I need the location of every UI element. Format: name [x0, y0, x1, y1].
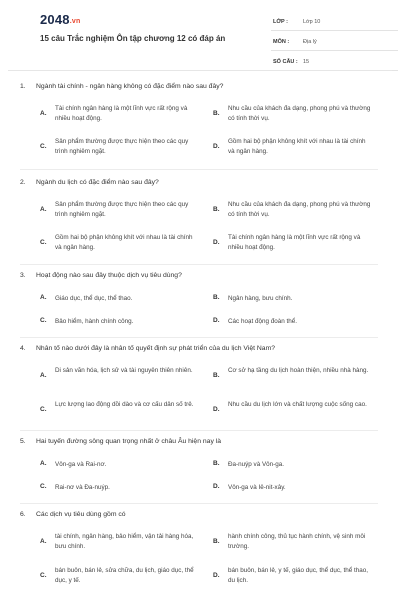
option-b[interactable] — [213, 459, 373, 471]
question-stem — [20, 437, 378, 446]
option-label: B. — [213, 294, 220, 301]
option-text: Sản phẩm thường được thực hiện theo các quy trình nghiêm ngặt. — [55, 138, 189, 155]
question-divider — [20, 337, 378, 338]
question-4 — [20, 344, 378, 353]
question-stem — [20, 178, 378, 187]
option-text: Gồm hai bộ phận không khít với nhau là tài chính và ngân hàng. — [228, 138, 366, 155]
option-text: Bảo hiểm, hành chính công. — [55, 318, 134, 325]
option-text: Rai-nơ và Đa-nuýp. — [55, 484, 110, 491]
meta-subject-label: MÔN : — [273, 39, 290, 45]
option-text: Ngân hàng, bưu chính. — [228, 295, 293, 302]
option-text: Nhu cầu của khách đa dạng, phong phú và thường có tính thời vụ. — [228, 201, 371, 218]
site-logo[interactable] — [40, 12, 80, 27]
question-text: Ngành du lịch có đặc điểm nào sau đây? — [36, 179, 159, 186]
option-label: A. — [40, 294, 47, 301]
option-b[interactable] — [213, 200, 373, 222]
question-2 — [20, 178, 378, 187]
question-6 — [20, 510, 378, 519]
option-c[interactable] — [40, 233, 200, 255]
question-number: 3. — [20, 272, 26, 279]
meta-subject — [271, 34, 398, 51]
option-text: Sản phẩm thường được thực hiện theo các quy trình nghiêm ngặt. — [55, 201, 189, 218]
question-text: Ngành tài chính - ngân hàng không có đặc điểm nào sau đây? — [36, 83, 224, 90]
question-text: Nhân tố nào dưới đây là nhân tố quyết định sự phát triển của du lịch Việt Nam? — [36, 345, 276, 352]
option-label: D. — [213, 143, 220, 150]
meta-count — [271, 54, 398, 71]
option-text: bán buôn, bán lẻ, sửa chữa, du lịch, giáo dục, thể dục, y tế. — [55, 567, 194, 584]
option-text: Di sản văn hóa, lịch sử và tài nguyên thiên nhiên. — [55, 367, 193, 374]
option-c[interactable] — [40, 482, 200, 494]
question-divider — [20, 503, 378, 504]
option-label: B. — [213, 206, 220, 213]
question-divider — [20, 430, 378, 431]
option-label: C. — [40, 317, 47, 324]
option-label: D. — [213, 406, 220, 413]
question-5 — [20, 437, 378, 446]
header-divider — [8, 70, 392, 71]
option-a[interactable] — [40, 104, 200, 126]
question-number: 4. — [20, 345, 26, 352]
quiz-meta — [271, 14, 398, 74]
meta-subject-value: Địa lý — [303, 39, 317, 45]
option-label: D. — [213, 239, 220, 246]
option-label: C. — [40, 483, 47, 490]
meta-class — [271, 14, 398, 31]
option-label: A. — [40, 460, 47, 467]
option-label: C. — [40, 406, 47, 413]
option-a[interactable] — [40, 200, 200, 222]
question-divider — [20, 169, 378, 170]
question-text: Hai tuyến đường sông quan trọng nhất ở châu Âu hiện nay là — [36, 438, 222, 445]
option-text: tài chính, ngân hàng, bảo hiểm, vận tải hàng hóa, bưu chính. — [55, 533, 194, 550]
question-stem — [20, 271, 378, 280]
option-text: Vôn-ga và Iê-nit-xây. — [228, 484, 286, 491]
option-label: B. — [213, 538, 220, 545]
option-a[interactable] — [40, 532, 200, 554]
option-a[interactable] — [40, 366, 200, 388]
option-d[interactable] — [213, 400, 373, 422]
option-text: hành chính công, thủ tục hành chính, vệ sinh môi trường. — [228, 533, 366, 550]
option-label: A. — [40, 110, 47, 117]
option-a[interactable] — [40, 293, 200, 305]
option-label: D. — [213, 483, 220, 490]
option-d[interactable] — [213, 482, 373, 494]
meta-count-value: 15 — [303, 59, 310, 65]
option-label: A. — [40, 372, 47, 379]
option-c[interactable] — [40, 566, 200, 588]
option-text: Nhu cầu du lịch lớn và chất lượng cuộc sống cao. — [228, 401, 367, 408]
option-text: Tài chính ngân hàng là một lĩnh vực rất rộng và nhiều hoạt động. — [228, 234, 361, 251]
option-label: A. — [40, 538, 47, 545]
option-b[interactable] — [213, 532, 373, 554]
option-label: B. — [213, 460, 220, 467]
question-stem — [20, 344, 378, 353]
option-label: B. — [213, 110, 220, 117]
option-label: B. — [213, 372, 220, 379]
logo-suffix: .vn — [69, 18, 81, 25]
question-number: 6. — [20, 511, 26, 518]
option-text: Lực lượng lao động dồi dào và cơ cấu dân số trẻ. — [55, 401, 194, 408]
option-c[interactable] — [40, 316, 200, 328]
option-text: Tài chính ngân hàng là một lĩnh vực rất rộng và nhiều hoạt động. — [55, 105, 188, 122]
option-text: Các hoạt động đoàn thể. — [228, 318, 297, 325]
option-text: Vôn-ga và Rai-nơ. — [55, 461, 107, 468]
option-label: D. — [213, 317, 220, 324]
option-b[interactable] — [213, 366, 373, 388]
question-number: 5. — [20, 438, 26, 445]
option-d[interactable] — [213, 316, 373, 328]
option-text: Gồm hai bộ phận không khít với nhau là tài chính và ngân hàng. — [55, 234, 193, 251]
question-stem — [20, 510, 378, 519]
meta-count-label: SỐ CÂU : — [273, 59, 298, 65]
meta-class-value: Lớp 10 — [303, 19, 321, 25]
question-number: 2. — [20, 179, 26, 186]
question-text: Hoạt động nào sau đây thuộc dịch vụ tiêu dùng? — [36, 272, 182, 279]
option-label: A. — [40, 206, 47, 213]
option-label: C. — [40, 572, 47, 579]
option-text: Cơ sở hạ tầng du lịch hoàn thiện, nhiều nhà hàng. — [228, 367, 369, 374]
page-header — [20, 0, 378, 76]
question-3 — [20, 271, 378, 280]
option-label: D. — [213, 572, 220, 579]
option-d[interactable] — [213, 233, 373, 255]
question-number: 1. — [20, 83, 26, 90]
option-a[interactable] — [40, 459, 200, 471]
question-divider — [20, 264, 378, 265]
option-d[interactable] — [213, 137, 373, 159]
logo-text: 2048 — [40, 12, 70, 27]
option-text: Giáo dục, thể dục, thể thao. — [55, 295, 133, 302]
option-b[interactable] — [213, 104, 373, 126]
question-stem — [20, 82, 378, 91]
option-text: bán buôn, bán lẻ, y tế, giáo dục, thể dục, thể thao, du lịch. — [228, 567, 369, 584]
option-text: Nhu cầu của khách đa dạng, phong phú và thường có tính thời vụ. — [228, 105, 371, 122]
option-label: C. — [40, 239, 47, 246]
option-c[interactable] — [40, 137, 200, 159]
question-text: Các dịch vụ tiêu dùng gồm có — [36, 511, 126, 518]
meta-class-label: LỚP : — [273, 19, 288, 25]
option-text: Đa-nuýp và Vôn-ga. — [228, 461, 285, 468]
option-b[interactable] — [213, 293, 373, 305]
option-d[interactable] — [213, 566, 373, 588]
page-title: 15 câu Trắc nghiệm Ôn tập chương 12 có đáp án — [40, 34, 226, 43]
option-label: C. — [40, 143, 47, 150]
question-1 — [20, 82, 378, 91]
option-c[interactable] — [40, 400, 200, 422]
